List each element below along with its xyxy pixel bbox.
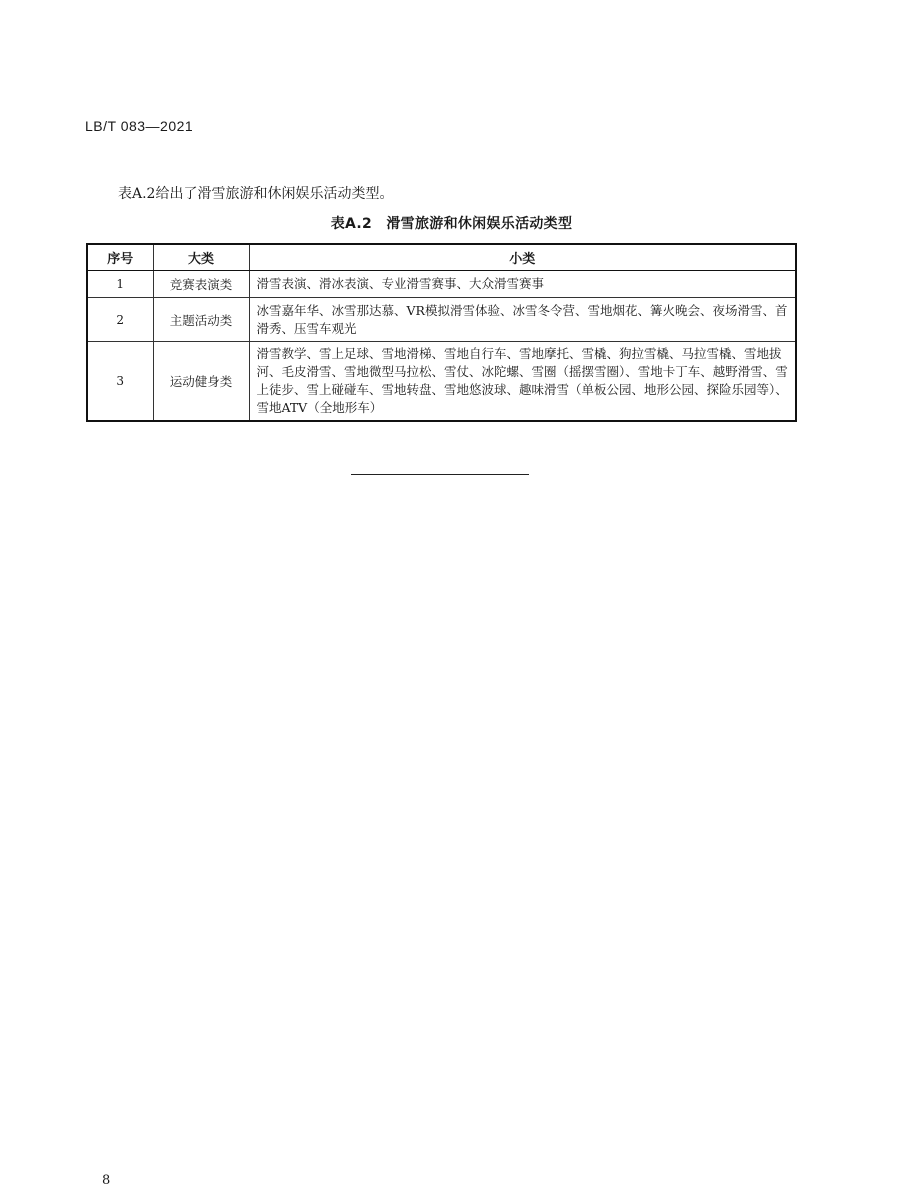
row-category: 运动健身类 <box>153 342 249 422</box>
table-row <box>87 271 796 298</box>
document-code: LB/T 083—2021 <box>85 118 194 134</box>
row-subcategories: 滑雪教学、雪上足球、雪地滑梯、雪地自行车、雪地摩托、雪橇、狗拉雪橇、马拉雪橇、雪地拔河、毛皮滑雪、雪地微型马拉松、雪仗、冰陀螺、雪圈（摇摆雪圈）、雪地卡丁车、越野滑雪、雪上徒步、雪上碰碰车、雪地转盘、雪地悠波球、趣味滑雪（单板公园、地形公园、探险乐园等）、雪地ATV（全地形车） <box>249 342 796 422</box>
row-number: 1 <box>87 271 153 298</box>
table-row <box>87 342 796 422</box>
table-title: 表A.2 滑雪旅游和休闲娱乐活动类型 <box>330 216 573 232</box>
row-category: 竞赛表演类 <box>153 271 249 298</box>
intro-paragraph: 表A.2给出了滑雪旅游和休闲娱乐活动类型。 <box>118 186 394 202</box>
row-subcategories: 滑雪表演、滑冰表演、专业滑雪赛事、大众滑雪赛事 <box>249 271 796 298</box>
row-category: 主题活动类 <box>153 298 249 342</box>
header-category: 大类 <box>153 244 249 271</box>
table-header-row <box>87 244 796 271</box>
row-subcategories: 冰雪嘉年华、冰雪那达慕、VR模拟滑雪体验、冰雪冬令营、雪地烟花、篝火晚会、夜场滑雪、首滑秀、压雪车观光 <box>249 298 796 342</box>
page-number: 8 <box>102 1173 111 1188</box>
row-number: 3 <box>87 342 153 422</box>
row-number: 2 <box>87 298 153 342</box>
activity-types-table <box>86 243 797 422</box>
table-row <box>87 298 796 342</box>
header-number: 序号 <box>87 244 153 271</box>
header-subcategory: 小类 <box>249 244 796 271</box>
end-of-standard-rule <box>351 474 529 475</box>
